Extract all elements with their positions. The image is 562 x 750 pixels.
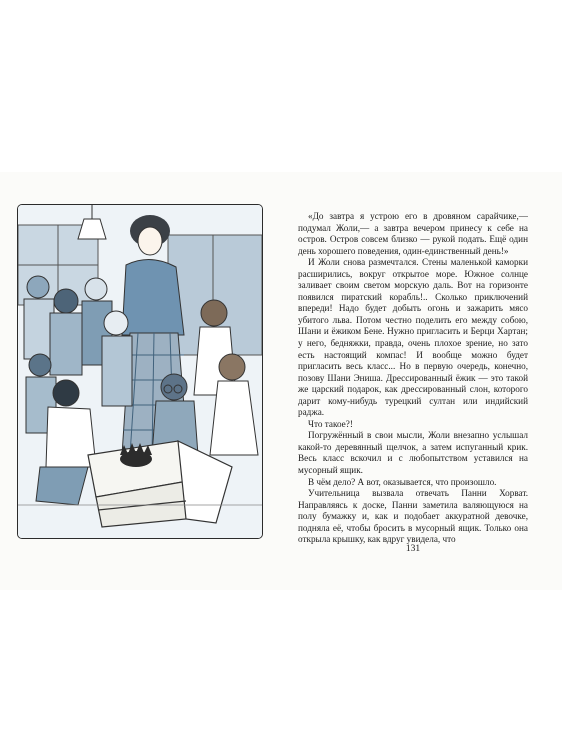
page-text <box>298 211 528 546</box>
paragraph: Учительница вызвала отвечать Панни Хорват. Направляясь к доске, Панни заметила валяющуюся на полу бумажку и, как и подобает аккуратной девочке, подняла её, чтобы бросить в мусорный ящик. Только она открыла крышку, как вдруг увидела, что <box>298 488 528 545</box>
page-number: 131 <box>405 544 421 554</box>
paragraph: «До завтра я устрою его в дровяном сарайчике,— подумал Жоли,— а завтра вечером принесу к себе на остров. Остров совсем близко — рукой подать. Ещё один день хорошего поведения, один-единственный день!» <box>298 211 528 256</box>
paragraph: В чём дело? А вот, оказывается, что произошло. <box>308 476 497 487</box>
paragraph: Погружённый в свои мысли, Жоли внезапно услышал какой-то деревянный щелчок, а затем испуганный крик. Весь класс вскочил и с любопытством уставился на мусорный ящик. <box>298 430 528 476</box>
classroom-illustration <box>17 204 263 539</box>
paragraph: И Жоли снова размечтался. Стены маленькой каморки расширились, вокруг открытое море. Южное солнце заливает своим светом морскую даль. Вот на горизонте появился пиратский корабль!.. Сколько приключений впереди! Надо будет добыть огонь и зажарить мясо убитого льва. Потом честно поделить его между собою, Шани и ёжиком Бене. Нужно пригласить и Берци Хартан; у него, бедняжки, правда, очень плохое зрение, но зато есть настоящий компас! И вообще можно будет пригласить весь класс... Но в первую очередь, конечно, позову Шани Эниша. Дрессированный ёжик — это такой же царский подарок, как дрессированный слон, которого дарит кому-нибудь турецкий султан или индийский раджа. <box>298 257 528 418</box>
paragraph: Что такое?! <box>308 418 353 429</box>
